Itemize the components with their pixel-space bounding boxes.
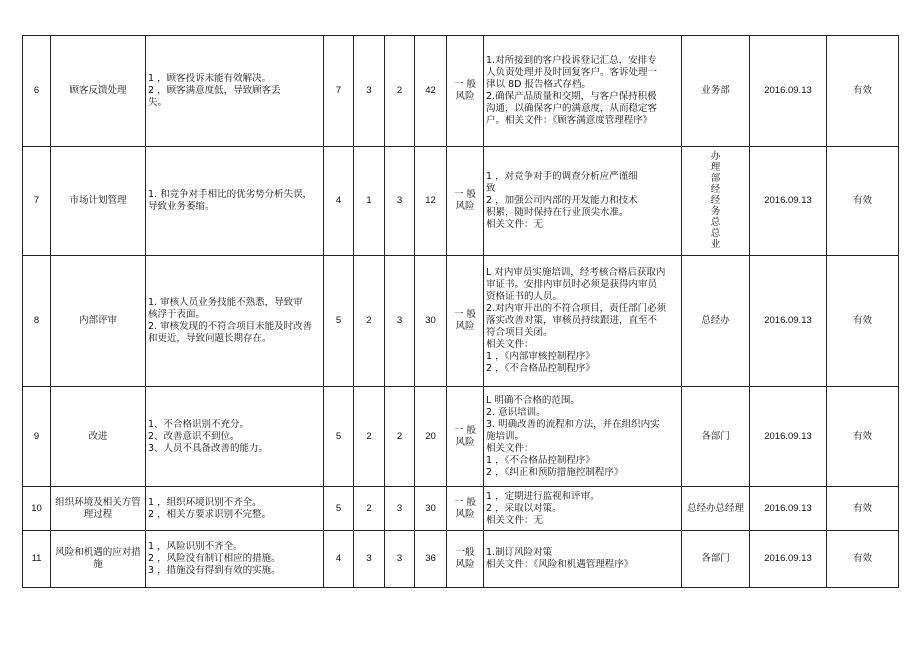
risk-level-line: 风险 bbox=[455, 91, 475, 102]
effectiveness-status: 有效 bbox=[827, 36, 899, 147]
responsible-department: 各部门 bbox=[682, 387, 750, 487]
table-row bbox=[23, 36, 899, 147]
assessment-date: 2016.09.13 bbox=[750, 531, 827, 588]
risk-score: 42 bbox=[415, 36, 447, 147]
risk-description-line: 3 ，措施没有得到有效的实施。 bbox=[148, 565, 281, 576]
effectiveness-status: 有效 bbox=[827, 256, 899, 387]
control-measures-line: 沟通，以确保客户的满意度，从而稳定客 bbox=[486, 103, 658, 114]
control-measures bbox=[484, 387, 682, 487]
severity-value: 1 bbox=[354, 147, 385, 256]
risk-description-line: 核浮于表面。 bbox=[148, 309, 206, 320]
process-name: 改进 bbox=[51, 387, 146, 487]
table-row bbox=[23, 147, 899, 256]
assessment-date: 2016.09.13 bbox=[750, 387, 827, 487]
risk-description bbox=[146, 256, 324, 387]
risk-level-line: 一般 bbox=[455, 547, 475, 558]
likelihood-value: 4 bbox=[324, 147, 354, 256]
risk-description-line: 1. 和竞争对手相比的优劣势分析失误， bbox=[148, 189, 313, 200]
control-measures-line: 1 ，《不合格品控制程序》 bbox=[486, 454, 595, 466]
risk-level-line: 一 般 bbox=[453, 496, 477, 508]
effectiveness-status: 有效 bbox=[827, 387, 899, 487]
control-measures-line: 施培训。 bbox=[486, 430, 525, 442]
process-name: 组织环境及相关方管理过程 bbox=[51, 487, 146, 531]
control-measures-line: 3. 明确改善的流程和方法，并在组织内实 bbox=[486, 418, 660, 430]
risk-level bbox=[447, 531, 484, 588]
risk-level-line: 一 般 bbox=[453, 424, 477, 436]
detection-value: 3 bbox=[385, 256, 415, 387]
assessment-date: 2016.09.13 bbox=[750, 487, 827, 531]
responsible-department: 总经办总经理 bbox=[682, 487, 750, 531]
risk-level-line: 一 般 bbox=[453, 189, 477, 200]
likelihood-value: 4 bbox=[324, 531, 354, 588]
process-name: 内部评审 bbox=[51, 256, 146, 387]
control-measures-line: L 明确不合格的范围。 bbox=[486, 394, 580, 406]
control-measures-line: 2 ，《不合格品控制程序》 bbox=[486, 363, 595, 374]
table-row bbox=[23, 387, 899, 487]
control-measures-line: 2.对内审开出的不符合项目，责任部门必须 bbox=[486, 303, 667, 314]
risk-description-line: 2、改善意识不到位。 bbox=[148, 430, 240, 442]
control-measures-line: 审证书。安排内审员时必须是获得内审员 bbox=[486, 279, 658, 290]
severity-value: 2 bbox=[354, 387, 385, 487]
table-row bbox=[23, 487, 899, 531]
risk-level-line: 风险 bbox=[455, 201, 475, 212]
likelihood-value: 5 bbox=[324, 487, 354, 531]
risk-description-line: 1 ，组织环境识别不齐全。 bbox=[148, 496, 262, 508]
risk-level bbox=[447, 256, 484, 387]
table-row bbox=[23, 531, 899, 588]
control-measures-line: 1.对所接到的客户投诉登记汇总，安排专 bbox=[486, 55, 657, 66]
risk-level-line: 风险 bbox=[455, 508, 475, 520]
row-number: 10 bbox=[23, 487, 51, 531]
risk-description-line: 2. 审核发现的不符合项目未能及时改善 bbox=[148, 321, 313, 332]
control-measures-line: 相关文件：《风险和机遇管理程序》 bbox=[486, 559, 634, 570]
effectiveness-status: 有效 bbox=[827, 147, 899, 256]
risk-level bbox=[447, 387, 484, 487]
risk-description-line: 1、不合格识别不充分。 bbox=[148, 418, 250, 430]
risk-level bbox=[447, 487, 484, 531]
detection-value: 2 bbox=[385, 36, 415, 147]
control-measures-line: 律以 8D 报告格式存档。 bbox=[486, 79, 591, 90]
control-measures-line: L 对内审员实施培训，经考核合格后获取内 bbox=[486, 267, 666, 278]
risk-level bbox=[447, 36, 484, 147]
risk-level-line: 一 般 bbox=[453, 79, 477, 90]
risk-level bbox=[447, 147, 484, 256]
likelihood-value: 5 bbox=[324, 387, 354, 487]
risk-table-body bbox=[23, 36, 899, 588]
control-measures-line: 2.确保产品质量和交期，与客户保持积极 bbox=[486, 91, 657, 102]
risk-description bbox=[146, 147, 324, 256]
risk-level-line: 一 般 bbox=[453, 309, 477, 320]
risk-description-line: 导致业务萎缩。 bbox=[148, 201, 215, 212]
risk-description-line: 1 ，顾客投诉未能有效解决。 bbox=[148, 73, 272, 84]
row-number: 11 bbox=[23, 531, 51, 588]
table-row bbox=[23, 256, 899, 387]
control-measures-line: 相关文件：无 bbox=[486, 219, 544, 230]
risk-description bbox=[146, 487, 324, 531]
control-measures bbox=[484, 487, 682, 531]
control-measures-line: 2 ，加强公司内部的开发能力和技术 bbox=[486, 195, 638, 206]
control-measures-line: 1.制订风险对策 bbox=[486, 547, 553, 558]
process-name: 风险和机遇的应对措施 bbox=[51, 531, 146, 588]
risk-score: 36 bbox=[415, 531, 447, 588]
control-measures-line: 资格证书的人员。 bbox=[486, 291, 563, 302]
risk-description bbox=[146, 36, 324, 147]
severity-value: 3 bbox=[354, 531, 385, 588]
risk-level-line: 风险 bbox=[455, 559, 475, 570]
control-measures-line: 致 bbox=[486, 183, 496, 194]
risk-score: 30 bbox=[415, 256, 447, 387]
detection-value: 2 bbox=[385, 387, 415, 487]
risk-description bbox=[146, 531, 324, 588]
responsible-department: 总经办 bbox=[682, 256, 750, 387]
process-name: 顾客反馈处理 bbox=[51, 36, 146, 147]
severity-value: 3 bbox=[354, 36, 385, 147]
risk-description-line: 和更近，导致问题长期存在。 bbox=[148, 333, 272, 344]
likelihood-value: 5 bbox=[324, 256, 354, 387]
control-measures-line: 1 ，定期进行监视和评审。 bbox=[486, 490, 600, 502]
severity-value: 2 bbox=[354, 256, 385, 387]
control-measures-line: 相关文件： bbox=[486, 442, 534, 454]
risk-description-line: 2 ，风险没有制订相应的措施。 bbox=[148, 553, 281, 564]
control-measures-line: 相关文件：无 bbox=[486, 514, 544, 526]
likelihood-value: 7 bbox=[324, 36, 354, 147]
row-number: 7 bbox=[23, 147, 51, 256]
effectiveness-status: 有效 bbox=[827, 487, 899, 531]
risk-level-line: 风险 bbox=[455, 321, 475, 332]
control-measures-line: 符合项目关闭。 bbox=[486, 327, 553, 338]
control-measures-line: 落实改善对策，审核员持续跟进，直至不 bbox=[486, 315, 658, 326]
responsible-department: 各部门 bbox=[682, 531, 750, 588]
control-measures-line: 1 ，《内部审核控制程序》 bbox=[486, 351, 595, 362]
row-number: 6 bbox=[23, 36, 51, 147]
risk-description-line: 1. 审核人员业务技能不熟悉，导致审 bbox=[148, 297, 303, 308]
control-measures bbox=[484, 531, 682, 588]
detection-value: 3 bbox=[385, 531, 415, 588]
assessment-date: 2016.09.13 bbox=[750, 256, 827, 387]
responsible-department-text: 办理部经经务总总业 bbox=[710, 151, 721, 250]
control-measures bbox=[484, 256, 682, 387]
row-number: 8 bbox=[23, 256, 51, 387]
effectiveness-status: 有效 bbox=[827, 531, 899, 588]
risk-score: 30 bbox=[415, 487, 447, 531]
risk-level-line: 风险 bbox=[455, 436, 475, 448]
control-measures-line: 2. 意识培训。 bbox=[486, 406, 546, 418]
assessment-date: 2016.09.13 bbox=[750, 36, 827, 147]
control-measures-line: 相关文件： bbox=[486, 339, 534, 350]
detection-value: 3 bbox=[385, 147, 415, 256]
control-measures-line: 1 ，对竞争对手的调查分析应严谨细 bbox=[486, 171, 638, 182]
risk-description-line: 1 ，风险识别不齐全。 bbox=[148, 541, 243, 552]
control-measures-line: 2 ，《纠正和预防措施控制程序》 bbox=[486, 466, 624, 478]
process-name: 市场计划管理 bbox=[51, 147, 146, 256]
control-measures-line: 2 ，采取以对策。 bbox=[486, 502, 562, 514]
risk-score: 20 bbox=[415, 387, 447, 487]
control-measures bbox=[484, 147, 682, 256]
assessment-date: 2016.09.13 bbox=[750, 147, 827, 256]
risk-description-line: 3、人员不具备改善的能力。 bbox=[148, 442, 269, 454]
control-measures-line: 积累，随时保持在行业顶尖水准。 bbox=[486, 207, 629, 218]
risk-description-line: 2 ，顾客满意度低，导致顾客丢 bbox=[148, 85, 281, 96]
row-number: 9 bbox=[23, 387, 51, 487]
risk-description bbox=[146, 387, 324, 487]
risk-score: 12 bbox=[415, 147, 447, 256]
responsible-department: 业务部 bbox=[682, 36, 750, 147]
control-measures-line: 户。相关文件：《顾客满意度管理程序》 bbox=[486, 115, 653, 126]
risk-description-line: 2 ，相关方要求识别不完整。 bbox=[148, 508, 272, 520]
control-measures bbox=[484, 36, 682, 147]
detection-value: 3 bbox=[385, 487, 415, 531]
responsible-department bbox=[682, 147, 750, 256]
severity-value: 2 bbox=[354, 487, 385, 531]
risk-description-line: 失。 bbox=[148, 97, 168, 108]
control-measures-line: 人负责处理并及时回复客户。客诉处理一 bbox=[486, 67, 658, 78]
risk-table bbox=[22, 35, 899, 588]
